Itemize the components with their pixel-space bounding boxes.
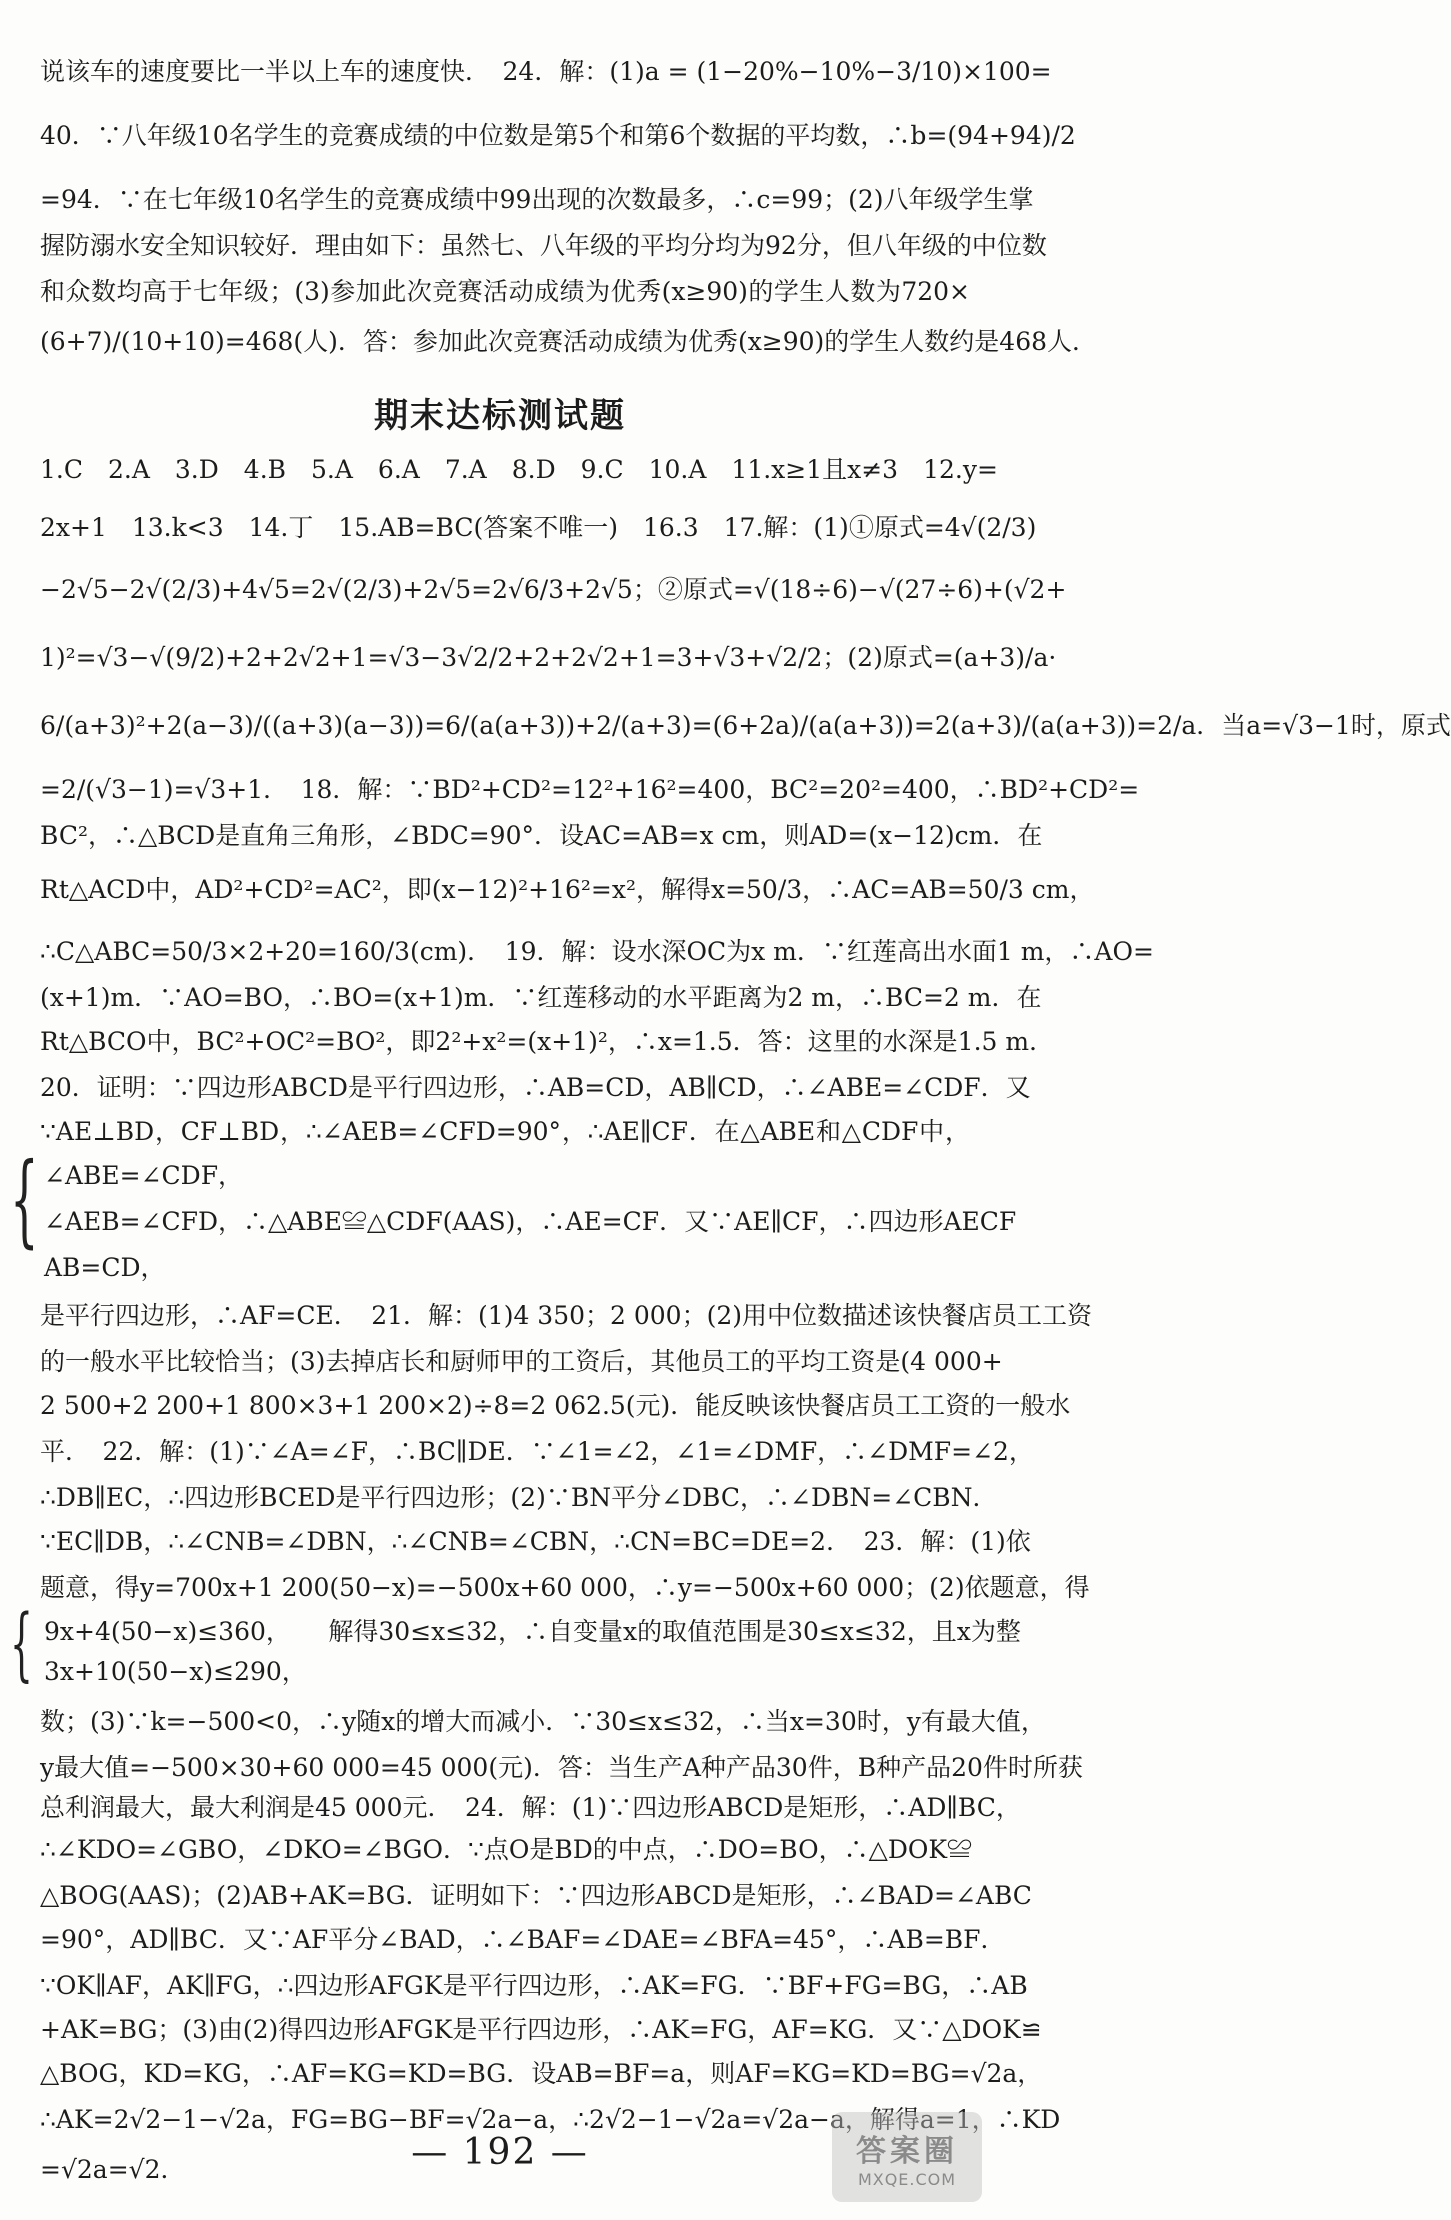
text-line: 40．∵八年级10名学生的竞赛成绩的中位数是第5个和第6个数据的平均数，∴b=(94+94)/2 [40,121,1076,150]
text-line: 是平行四边形，∴AF=CE． 21．解：(1)4 350；2 000；(2)用中位数描述该快餐店员工工资 [40,1301,1093,1330]
text-line: =94．∵在七年级10名学生的竞赛成绩中99出现的次数最多，∴c=99；(2)八年级学生掌 [40,185,1034,214]
text-line: ∴∠KDO=∠GBO，∠DKO=∠BGO．∵点O是BD的中点，∴DO=BO，∴△DOK≌ [40,1835,973,1864]
watermark-url: MXQE.COM [857,2169,957,2189]
text-line: BC²，∴△BCD是直角三角形，∠BDC=90°．设AC=AB=x cm，则AD=(x−12)cm．在 [40,821,1043,850]
text-line: 6/(a+3)²+2(a−3)/((a+3)(a−3))=6/(a(a+3))+2/(a+3)=(6+2a)/(a(a+3))=2(a+3)/(a(a+3))=2/a．当a=√3−1时，原式 [40,711,1451,740]
text-line: △BOG，KD=KG，∴AF=KG=KD=BG．设AB=BF=a，则AF=KG=KD=BG=√2a， [40,2059,1043,2088]
watermark-text: 答案圈 [856,2133,958,2169]
system-line: 9x+4(50−x)≤360， 解得30≤x≤32，∴自变量x的取值范围是30≤x≤32，且x为整 [44,1617,1021,1646]
text-line: 握防溺水安全知识较好．理由如下：虽然七、八年级的平均分均为92分，但八年级的中位数 [40,231,1047,260]
text-line: =90°，AD∥BC．又∵AF平分∠BAD，∴∠BAF=∠DAE=∠BFA=45°，∴AB=BF． [40,1925,1006,1954]
left-brace: { [10,1141,39,1258]
text-line: 和众数均高于七年级；(3)参加此次竞赛活动成绩为优秀(x≥90)的学生人数为720× [40,277,970,306]
text-line: 1)²=√3−√(9/2)+2+2√2+1=√3−3√2/2+2+2√2+1=3+√3+√2/2；(2)原式=(a+3)/a· [40,643,1057,672]
text-line: −2√5−2√(2/3)+4√5=2√(2/3)+2√5=2√6/3+2√5；②原式=√(18÷6)−√(27÷6)+(√2+ [40,575,1067,604]
text-line: 数；(3)∵k=−500<0，∴y随x的增大而减小．∵30≤x≤32，∴当x=30时，y有最大值， [40,1707,1046,1736]
section-title: 期末达标测试题 [374,396,626,436]
text-line: 的一般水平比较恰当；(3)去掉店长和厨师甲的工资后，其他员工的平均工资是(4 000+ [40,1347,1003,1376]
text-line: ∴C△ABC=50/3×2+20=160/3(cm)． 19．解：设水深OC为x m．∵红莲高出水面1 m，∴AO= [40,937,1154,966]
text-line: =√2a=√2． [40,2155,186,2184]
text-line: =2/(√3−1)=√3+1． 18．解：∵BD²+CD²=12²+16²=400，BC²=20²=400，∴BD²+CD²= [40,775,1140,804]
text-line: 平． 22．解：(1)∵∠A=∠F，∴BC∥DE．∵∠1=∠2，∠1=∠DMF，∴∠DMF=∠2， [40,1437,1034,1466]
text-line: 题意，得y=700x+1 200(50−x)=−500x+60 000，∴y=−500x+60 000；(2)依题意，得 [40,1573,1090,1602]
watermark-logo [832,2112,982,2202]
text-line: 总利润最大，最大利润是45 000元． 24．解：(1)∵四边形ABCD是矩形，∴AD∥BC， [40,1793,1021,1822]
system-line: ∠AEB=∠CFD，∴△ABE≌△CDF(AAS)，∴AE=CF．又∵AE∥CF，∴四边形AECF [44,1207,1017,1236]
text-line: ∵AE⊥BD，CF⊥BD，∴∠AEB=∠CFD=90°，∴AE∥CF．在△ABE和△CDF中， [40,1117,970,1146]
system-line: ∠ABE=∠CDF， [44,1161,244,1190]
text-line: (6+7)/(10+10)=468(人)．答：参加此次竞赛活动成绩为优秀(x≥90)的学生人数约是468人． [40,327,1098,356]
text-line: (x+1)m．∵AO=BO，∴BO=(x+1)m．∵红莲移动的水平距离为2 m，∴BC=2 m．在 [40,983,1042,1012]
text-line: ∵EC∥DB，∴∠CNB=∠DBN，∴∠CNB=∠CBN，∴CN=BC=DE=2． 23．解：(1)依 [40,1527,1031,1556]
text-line: 1.C 2.A 3.D 4.B 5.A 6.A 7.A 8.D 9.C 10.A 11.x≥1且x≠3 12.y= [40,455,998,484]
system-line: 3x+10(50−x)≤290， [44,1657,307,1686]
text-line: 2x+1 13.k<3 14.丁 15.AB=BC(答案不唯一) 16.3 17.解：(1)①原式=4√(2/3) [40,513,1037,542]
text-line: +AK=BG；(3)由(2)得四边形AFGK是平行四边形，∴AK=FG，AF=KG．又∵△DOK≌ [40,2015,1042,2044]
text-line: Rt△ACD中，AD²+CD²=AC²，即(x−12)²+16²=x²，解得x=50/3，∴AC=AB=50/3 cm， [40,875,1095,904]
system-line: AB=CD， [44,1253,166,1282]
text-line: ∴DB∥EC，∴四边形BCED是平行四边形；(2)∵BN平分∠DBC，∴∠DBN=∠CBN． [40,1483,998,1512]
text-line: 20．证明：∵四边形ABCD是平行四边形，∴AB=CD，AB∥CD，∴∠ABE=∠CDF．又 [40,1073,1031,1102]
left-brace: { [10,1597,33,1690]
page-number: — 192 — [411,2132,589,2173]
text-line: y最大值=−500×30+60 000=45 000(元)．答：当生产A种产品30件，B种产品20件时所获 [40,1753,1083,1782]
text-line: 2 500+2 200+1 800×3+1 200×2)÷8=2 062.5(元)．能反映该快餐店员工工资的一般水 [40,1391,1071,1420]
text-line: Rt△BCO中，BC²+OC²=BO²，即2²+x²=(x+1)²，∴x=1.5．答：这里的水深是1.5 m． [40,1027,1055,1056]
text-line: ∴AK=2√2−1−√2a，FG=BG−BF=√2a−a，∴2√2−1−√2a=√2a−a，解得a=1，∴KD [40,2105,1061,2134]
text-line: △BOG(AAS)；(2)AB+AK=BG．证明如下：∵四边形ABCD是矩形，∴∠BAD=∠ABC [40,1881,1032,1910]
text-line: 说该车的速度要比一半以上车的速度快． 24．解：(1)a = (1−20%−10%−3/10)×100= [40,57,1052,86]
text-line: ∵OK∥AF，AK∥FG，∴四边形AFGK是平行四边形，∴AK=FG．∵BF+FG=BG，∴AB [40,1971,1028,2000]
